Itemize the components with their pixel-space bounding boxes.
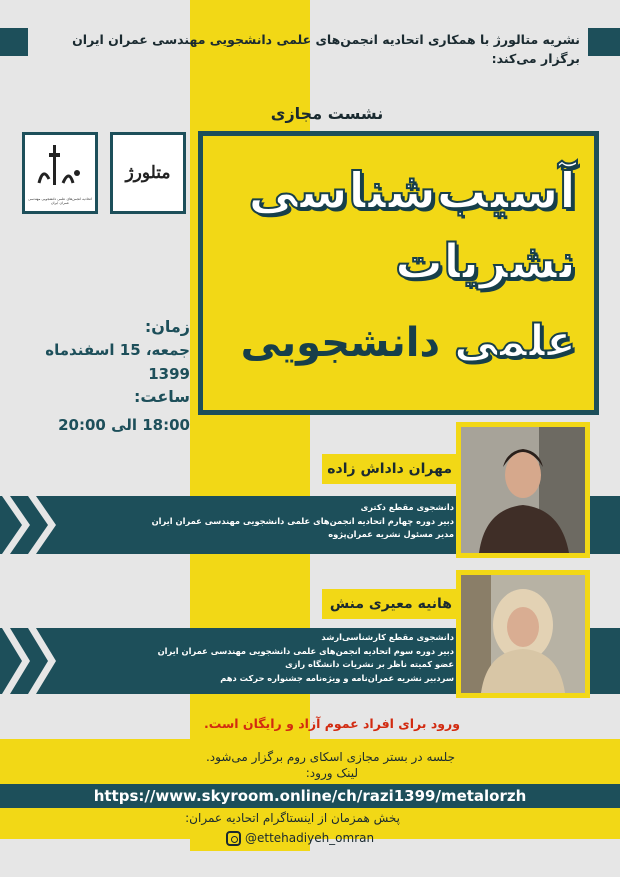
- speaker-2-photo-frame: [456, 570, 590, 698]
- time-label: زمان:: [144, 317, 190, 336]
- title-line-2: نشریات: [394, 234, 576, 290]
- organizer-line-1: نشریه متالورژ با همکاری اتحادیه انجمن‌های علمی دانشجویی مهندسی عمران ایران: [72, 32, 580, 47]
- organizer-text: [30, 30, 580, 69]
- bottom-margin: [0, 851, 620, 877]
- speaker-1-bio-line: دبیر دوره چهارم اتحادیه انجمن‌های علمی دانشجویی مهندسی عمران ایران: [151, 515, 454, 526]
- date-value: جمعه، 15 اسفندماه 1399: [45, 341, 190, 383]
- title-box: [198, 131, 599, 415]
- title-line-3-part-2: دانشجویی: [240, 320, 440, 366]
- organizer-line-2: برگزار می‌کند:: [491, 51, 580, 67]
- session-type: نشست مجازی: [270, 104, 384, 123]
- platform-line: جلسه در بستر مجازی اسکای روم برگزار می‌شود.: [205, 750, 455, 764]
- instagram-row[interactable]: [226, 829, 374, 847]
- metalorzh-logo-text: متلورژ: [125, 163, 171, 183]
- civil-association-logo: [22, 132, 98, 214]
- metalorzh-logo: [110, 132, 186, 214]
- speaker-2-bio-line: عضو کمیته ناظر بر نشریات دانشگاه رازی: [285, 659, 454, 669]
- header-accent-left: [0, 28, 28, 56]
- speaker-1-photo: [461, 427, 585, 553]
- logo-caption: اتحادیه انجمن‌های علمی دانشجویی مهندسی عمران ایران: [28, 196, 92, 205]
- share-line: پخش همزمان از اینستاگرام اتحادیه عمران:: [185, 811, 400, 825]
- speaker-2-bio: [54, 631, 454, 685]
- title-line-3-part-1: علمی: [453, 316, 576, 367]
- schedule-block: [6, 316, 190, 440]
- speaker-2-bio-line: دانشجوی مقطع کارشناسی‌ارشد: [321, 632, 454, 642]
- instagram-icon: [226, 831, 241, 846]
- person-silhouette-icon: [461, 575, 585, 693]
- speaker-2-bio-line: سردبیر نشریه عمران‌نامه و ویژه‌نامه جشنواره حرکت دهم: [220, 672, 454, 683]
- speaker-1-bio: [54, 501, 454, 542]
- hour-label: ساعت:: [133, 387, 190, 406]
- skyroom-link[interactable]: https://www.skyroom.online/ch/razi1399/metalorzh: [93, 787, 527, 805]
- speaker-2-photo: [461, 575, 585, 693]
- header-accent-right: [588, 28, 620, 56]
- hour-value: 18:00 الی 20:00: [58, 416, 190, 434]
- free-entry-notice: ورود برای افراد عموم آزاد و رایگان است.: [204, 716, 460, 731]
- tower-logo-icon: [25, 139, 95, 195]
- title-line-1: آسیب‌شناسی: [248, 162, 576, 220]
- person-silhouette-icon: [461, 427, 585, 553]
- speaker-2-name: هانیه معیری منش: [329, 596, 452, 612]
- speaker-1-bio-line: دانشجوی مقطع دکتری: [360, 502, 454, 512]
- speaker-1-name-strip: [322, 454, 458, 484]
- link-label: لینک ورود:: [305, 766, 358, 780]
- speaker-1-name: مهران داداش زاده: [327, 461, 452, 477]
- speaker-1-photo-frame: [456, 422, 590, 558]
- speaker-2-bio-line: دبیر دوره سوم اتحادیه انجمن‌های علمی دانشجویی مهندسی عمران ایران: [157, 645, 454, 656]
- instagram-handle[interactable]: @ettehadiyeh_omran: [245, 831, 375, 845]
- speaker-2-name-strip: [322, 589, 458, 619]
- speaker-1-bio-line: مدیر مسئول نشریه عمران‌پژوه: [328, 529, 454, 539]
